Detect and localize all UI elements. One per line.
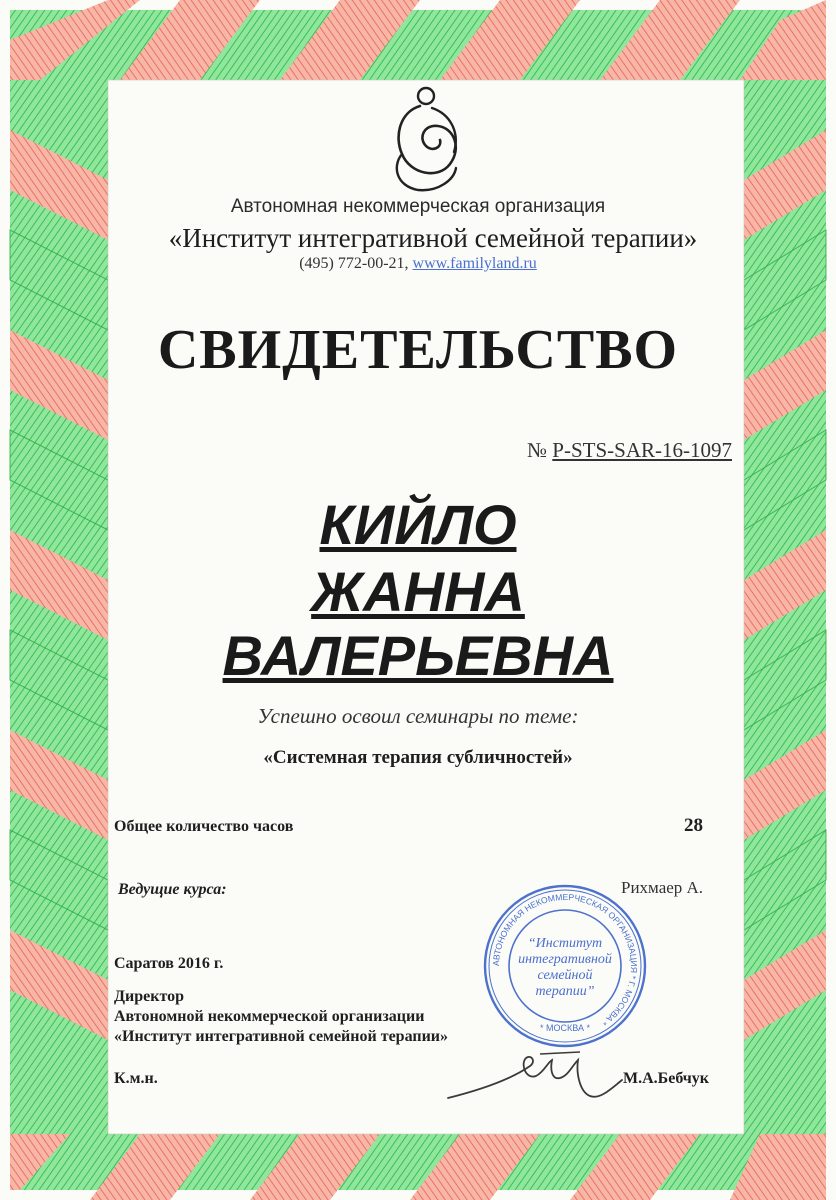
stamp-ring-text: АВТОНОМНАЯ НЕКОММЕРЧЕСКАЯ ОРГАНИЗАЦИЯ * Г. МОСКВА * [490, 891, 640, 1028]
lecturers-value: Рихмаер А. [621, 878, 704, 897]
document-title: СВИДЕТЕЛЬСТВО [157, 319, 679, 381]
organization-name: «Институт интегративной семейной терапии» [168, 223, 698, 253]
director-block [114, 987, 448, 1047]
director-name: М.А.Бебчук [623, 1070, 709, 1087]
stamp-center-line-4: терапии” [535, 984, 595, 999]
holder-first-name: ЖАННА [311, 560, 525, 623]
hours-value: 28 [684, 815, 703, 836]
stamp-center-line-1: “Институт [527, 936, 603, 951]
course-topic: «Системная терапия субличностей» [263, 747, 573, 768]
holder-patronymic: ВАЛЕРЬЕВНА [222, 624, 614, 687]
stamp-center-line-2: интегративной [518, 952, 612, 967]
organization-website-link[interactable]: www.familyland.ru [412, 255, 537, 272]
completion-statement: Успешно освоил семинары по теме: [257, 704, 579, 728]
organization-contacts [0, 255, 836, 273]
director-org-line-1: Автономной некоммерческой организации [114, 1008, 425, 1025]
holder-surname: КИЙЛО [319, 493, 517, 556]
certificate-number [527, 438, 732, 463]
director-org-line-2: «Институт интегративной семейной терапии» [114, 1028, 449, 1045]
hours-label: Общее количество часов [114, 818, 294, 835]
organization-type: Автономная некоммерческая организация [230, 196, 606, 217]
stamp-bottom-text: * МОСКВА * [540, 1023, 590, 1033]
organization-phone: (495) 772-00-21, [299, 255, 409, 272]
certificate-number-value: P-STS-SAR-16-1097 [552, 438, 732, 462]
stamp-center-line-3: семейной [537, 968, 593, 983]
lecturers-label: Ведущие курса: [118, 881, 227, 898]
director-title: Директор [114, 988, 184, 1005]
director-degree: К.м.н. [114, 1070, 158, 1087]
official-stamp-icon [480, 881, 650, 1051]
certificate-number-prefix: № [527, 438, 548, 462]
family-logo-icon [380, 84, 464, 194]
city-year: Саратов 2016 г. [114, 955, 224, 972]
